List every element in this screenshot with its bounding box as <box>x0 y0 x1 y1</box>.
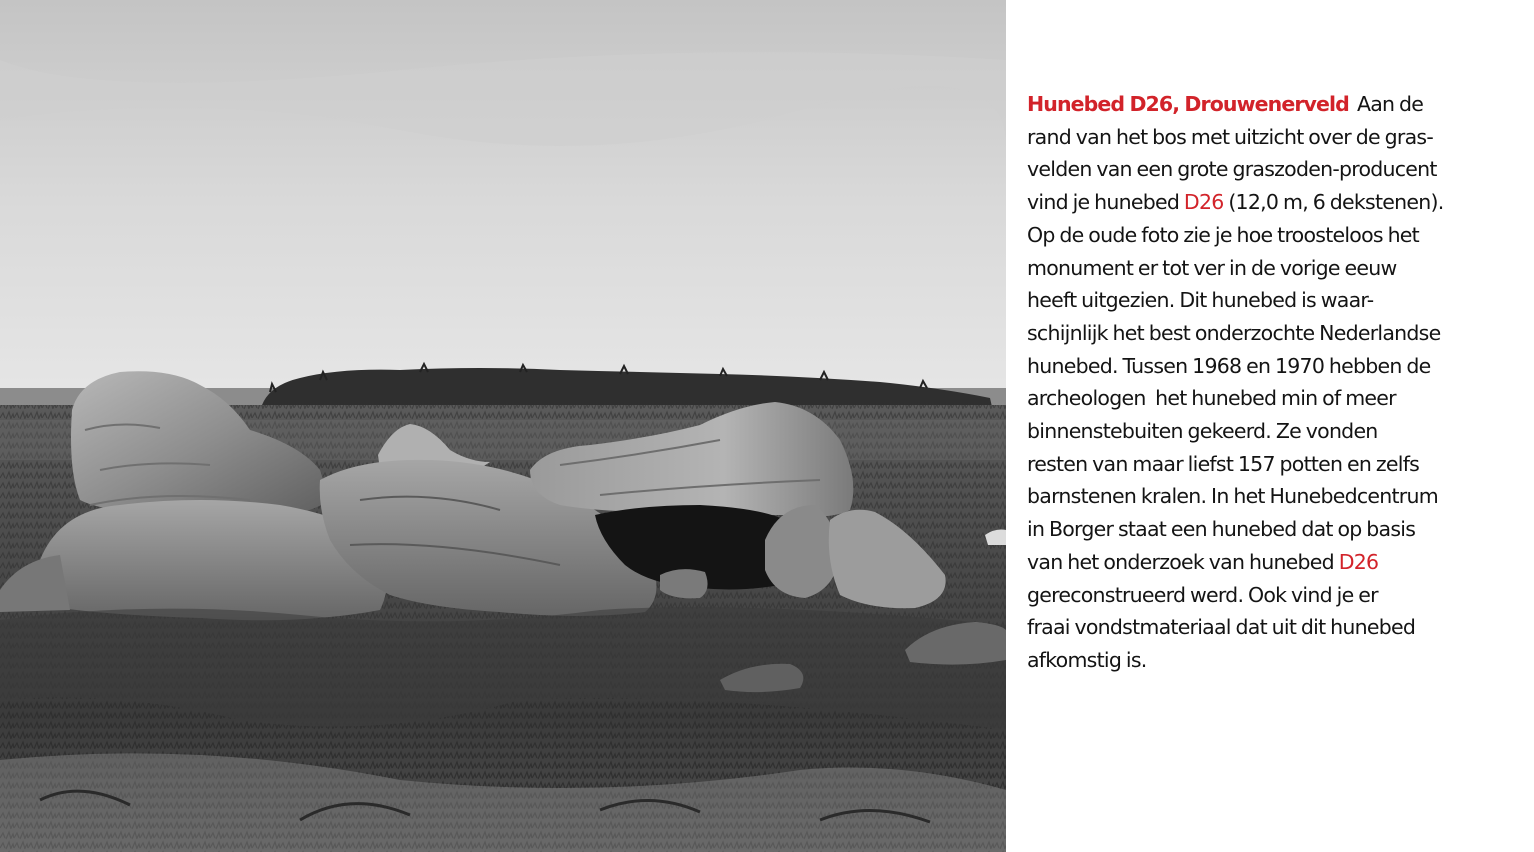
caption-line-8: schijnlijk het best onderzochte Nederlandse <box>1027 320 1441 345</box>
hunebed-code: D26 <box>1183 190 1224 215</box>
caption-line-4 <box>1027 186 1507 219</box>
caption-line-6: monument er tot ver in de vorige eeuw <box>1027 255 1397 280</box>
caption-line-12: resten van maar liefst 157 potten en zelfs <box>1027 451 1420 476</box>
hunebed-code-2: D26 <box>1338 549 1379 574</box>
caption-line-5: Op de oude foto zie je hoe troosteloos het <box>1027 222 1419 247</box>
caption-line-4-end: (12,0 m, 6 dekstenen). <box>1223 190 1444 215</box>
caption-text-1: Aan de <box>1356 92 1424 116</box>
caption-line-14: in Borger staat een hunebed dat op basis <box>1027 517 1416 542</box>
caption-line-9: hunebed. Tussen 1968 en 1970 hebben de <box>1027 353 1431 378</box>
caption-line-3: velden van een grote graszoden-producent <box>1027 157 1437 182</box>
caption-line-2: rand van het bos met uitzicht over de gras- <box>1027 124 1433 149</box>
caption-text <box>1027 88 1507 677</box>
caption-line-18: afkomstig is. <box>1027 647 1147 672</box>
caption-line-10: archeologen het hunebed min of meer <box>1027 386 1396 411</box>
caption-line-7: heeft uitgezien. Dit hunebed is waar- <box>1027 288 1374 313</box>
caption-line-15 <box>1027 546 1507 579</box>
caption-line-17: fraai vondstmateriaal dat uit dit hunebed <box>1027 615 1416 640</box>
caption-title: Hunebed D26, Drouwenerveld <box>1027 92 1349 116</box>
caption-line-4-start: vind je hunebed <box>1027 190 1184 215</box>
caption-line-16: gereconstrueerd werd. Ook vind je er <box>1027 582 1378 607</box>
caption-line-11: binnenstebuiten gekeerd. Ze vonden <box>1027 419 1378 444</box>
caption-line-1 <box>1027 88 1507 121</box>
caption-line-13: barnstenen kralen. In het Hunebedcentrum <box>1027 484 1438 509</box>
caption-line-15-start: van het onderzoek van hunebed <box>1027 549 1339 574</box>
